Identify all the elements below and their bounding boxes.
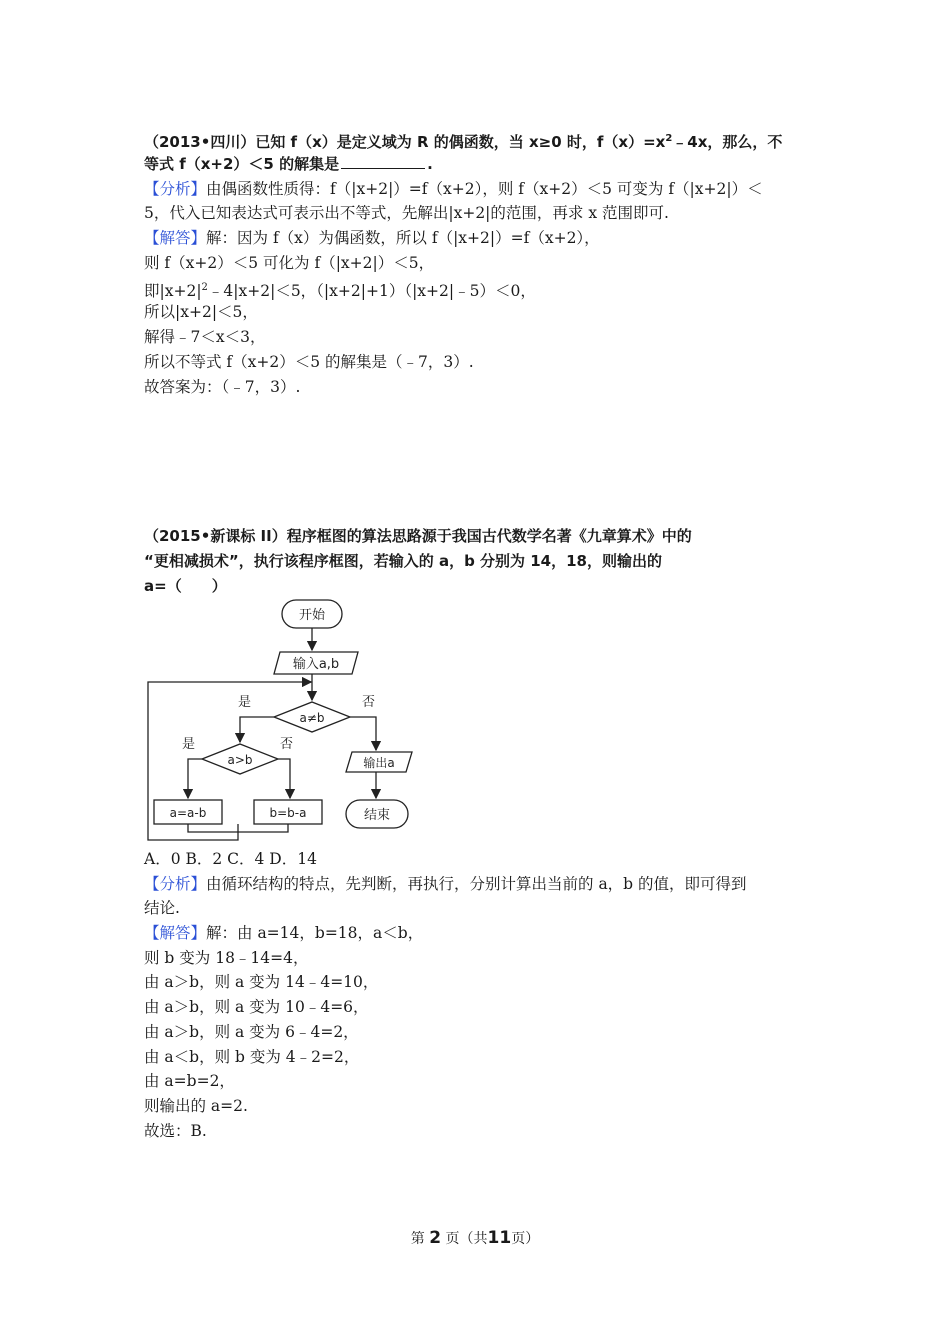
problem1-solution-line3: 即$|x+2|^2﹣4|x+2|<5$，（|x+2|+1）（|x+2|﹣5）＜0， bbox=[144, 282, 536, 301]
problem2-solution-line3: 由 a＞b，则 a 变为 14﹣4=10， bbox=[144, 973, 379, 991]
problem2-analysis-line1: 【分析】由循环结构的特点，先判断，再执行，分别计算出当前的 a，b 的值，即可得到 bbox=[144, 875, 747, 893]
page-footer: 第 2 页（共11页） bbox=[410, 1228, 540, 1248]
problem1-solution-line1: 【解答】解：因为 f（x）为偶函数，所以 f（|x+2|）=f（x+2）， bbox=[144, 229, 600, 247]
solution-tag: 【解答】 bbox=[144, 229, 207, 247]
flow-no2-label: 否 bbox=[280, 737, 294, 752]
flow-cond2-label: a>b bbox=[227, 753, 253, 767]
problem1-question-line2: 等式 f（x+2）＜5 的解集是 . bbox=[144, 155, 433, 173]
problem1-solution-line2: 则 f（x+2）＜5 可化为 f（|x+2|）＜5， bbox=[144, 254, 435, 272]
flow-no1-label: 否 bbox=[362, 695, 376, 710]
problem2-question-line2: “更相减损术”，执行该程序框图，若输入的 a，b 分别为 14，18，则输出的 bbox=[144, 552, 662, 570]
solution-tag: 【解答】 bbox=[144, 924, 207, 942]
problem1-analysis-line1: 【分析】由偶函数性质得：f（|x+2|）=f（x+2），则 f（x+2）＜5 可变为 f（|x+2|）＜ bbox=[144, 180, 763, 198]
flow-yes1-label: 是 bbox=[238, 695, 252, 710]
problem2-solution-line4: 由 a＞b，则 a 变为 10﹣4=6， bbox=[144, 998, 369, 1016]
page-total: 11 bbox=[487, 1228, 512, 1248]
problem2-solution-line8: 则输出的 a=2. bbox=[144, 1097, 248, 1115]
problem1-analysis-line2: 5，代入已知表达式可表示出不等式，先解出|x+2|的范围，再求 x 范围即可. bbox=[144, 204, 669, 222]
problem2-solution-line1: 【解答】解：由 a=14，b=18，a＜b， bbox=[144, 924, 424, 942]
flow-yes2-label: 是 bbox=[182, 737, 196, 752]
problem1-question-line1: （2013•四川）已知 f（x）是定义域为 R 的偶函数，当 x≥0 时，$f(x)=x^2﹣4x$，那么，不 bbox=[144, 133, 783, 151]
analysis-tag: 【分析】 bbox=[144, 180, 207, 198]
page-number: 2 bbox=[429, 1228, 442, 1248]
flow-assign-b-label: b=b-a bbox=[269, 806, 307, 820]
problem2-solution-line7: 由 a=b=2， bbox=[144, 1072, 235, 1090]
problem1-solution-line7: 故答案为：（﹣7，3）. bbox=[144, 378, 301, 396]
problem2-options: A．0 B．2 C．4 D．14 bbox=[144, 850, 317, 868]
problem1-solution-line5: 解得﹣7＜x＜3， bbox=[144, 328, 266, 346]
problem2-question-line1: （2015•新课标 II）程序框图的算法思路源于我国古代数学名著《九章算术》中的 bbox=[144, 527, 692, 545]
answer-blank bbox=[341, 154, 425, 169]
problem1-solution-line6: 所以不等式 f（x+2）＜5 的解集是（﹣7，3）. bbox=[144, 353, 474, 371]
flow-assign-a-label: a=a-b bbox=[169, 806, 207, 820]
problem2-solution-line2: 则 b 变为 18﹣14=4， bbox=[144, 949, 309, 967]
flow-start-label: 开始 bbox=[298, 608, 326, 623]
flow-input-label: 输入a,b bbox=[292, 657, 340, 672]
problem2-solution-line9: 故选：B. bbox=[144, 1122, 207, 1140]
analysis-tag: 【分析】 bbox=[144, 875, 207, 893]
flow-output-label: 输出a bbox=[363, 756, 395, 770]
problem1-solution-line4: 所以|x+2|＜5， bbox=[144, 303, 258, 321]
problem2-solution-line6: 由 a＜b，则 b 变为 4﹣2=2， bbox=[144, 1048, 360, 1066]
flowchart bbox=[140, 596, 440, 846]
problem2-question-line3: a=（ ） bbox=[144, 577, 227, 595]
flow-end-label: 结束 bbox=[363, 808, 391, 823]
flow-cond1-label: a≠b bbox=[299, 711, 325, 725]
problem2-analysis-line2: 结论. bbox=[144, 899, 180, 917]
problem2-solution-line5: 由 a＞b，则 a 变为 6﹣4=2， bbox=[144, 1023, 359, 1041]
